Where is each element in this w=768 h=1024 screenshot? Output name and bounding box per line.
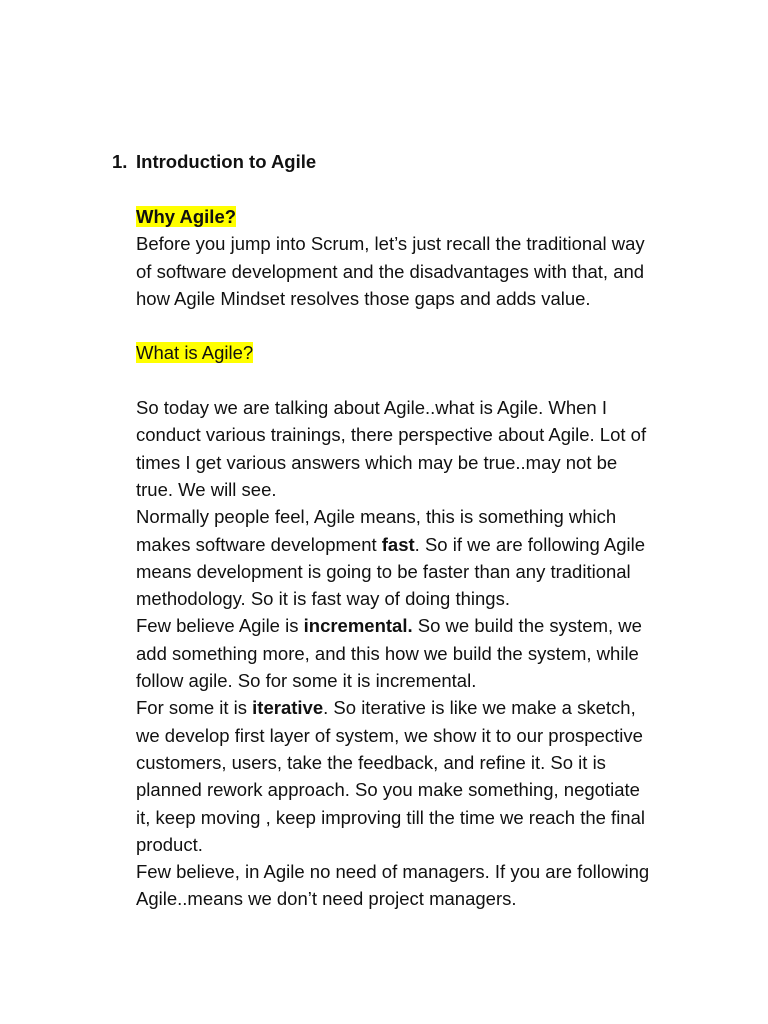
paragraph-line: customers, users, take the feedback, and refine it. So it is: [136, 751, 606, 773]
blank-line: [136, 367, 684, 394]
incremental-keyword: incremental.: [303, 615, 413, 637]
blank-line: [136, 312, 684, 339]
why-agile-highlight: Why Agile?: [136, 206, 237, 227]
paragraph-line: it, keep moving , keep improving till the time we reach the final: [136, 806, 645, 828]
section-heading: [112, 150, 316, 174]
paragraph-line: true. We will see.: [136, 478, 277, 500]
section-number: 1.: [112, 151, 128, 172]
paragraph-line: Before you jump into Scrum, let’s just recall the traditional way: [136, 233, 645, 255]
paragraph-line: conduct various trainings, there perspective about Agile. Lot of: [136, 424, 647, 446]
fast-keyword: fast: [381, 533, 415, 555]
paragraph-line: means development is going to be faster than any traditional: [136, 560, 631, 582]
why-agile-heading: [136, 203, 684, 230]
what-is-agile-highlight: What is Agile?: [136, 342, 254, 364]
paragraph-line: follow agile. So for some it is incremental.: [136, 670, 477, 692]
iterative-keyword: iterative: [252, 697, 324, 719]
section-title: Introduction to Agile: [136, 151, 317, 172]
paragraph-line: So today we are talking about Agile..what is Agile. When I: [136, 397, 608, 419]
paragraph-line: methodology. So it is fast way of doing things.: [136, 588, 510, 610]
paragraph-line: Agile..means we don’t need project managers.: [136, 888, 517, 910]
document-body: [136, 203, 684, 913]
what-is-agile-heading: [136, 339, 684, 366]
paragraph-line: we develop first layer of system, we show it to our prospective: [136, 724, 643, 746]
paragraph-line: product.: [136, 833, 203, 855]
paragraph-line: of software development and the disadvantages with that, and: [136, 260, 645, 282]
paragraph-line: planned rework approach. So you make something, negotiate: [136, 779, 640, 801]
paragraph-line: how Agile Mindset resolves those gaps and adds value.: [136, 287, 591, 309]
paragraph-line: Few believe, in Agile no need of managers. If you are following: [136, 861, 650, 883]
incremental-line-before: Few believe Agile is: [136, 615, 304, 637]
iterative-line: [136, 694, 684, 721]
paragraph-line: Normally people feel, Agile means, this is something which: [136, 506, 617, 528]
fast-line: [136, 531, 684, 558]
paragraph-line: times I get various answers which may be true..may not be: [136, 451, 618, 473]
paragraph-line: add something more, and this how we build the system, while: [136, 642, 639, 664]
fast-line-before: makes software development: [136, 533, 382, 555]
iterative-line-after: . So iterative is like we make a sketch,: [323, 697, 636, 719]
fast-line-after: . So if we are following Agile: [414, 533, 646, 555]
incremental-line-after: So we build the system, we: [412, 615, 642, 637]
iterative-line-before: For some it is: [136, 697, 253, 719]
incremental-line: [136, 612, 684, 639]
